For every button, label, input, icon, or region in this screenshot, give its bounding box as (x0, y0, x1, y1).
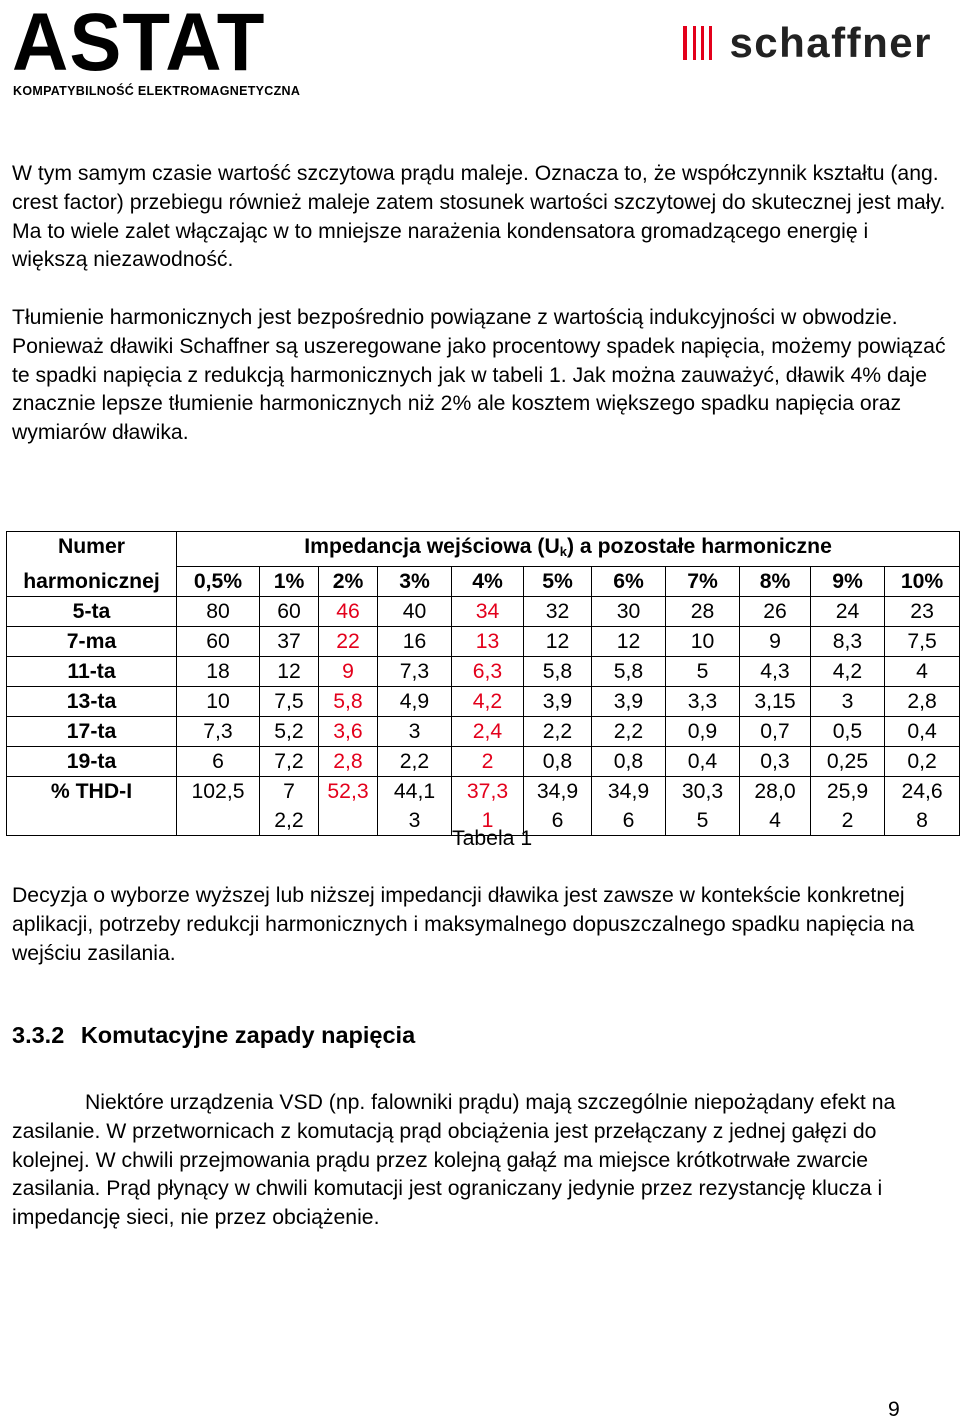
table-cell: 5,2 (260, 717, 319, 747)
section-number: 3.3.2 (12, 1022, 65, 1048)
table-row (7, 747, 960, 777)
header-harmonic-number-line2: harmonicznej (7, 567, 177, 597)
table-cell: 52,3 (319, 777, 378, 836)
table-cell: 16 (378, 627, 452, 657)
column-header: 5% (524, 567, 592, 597)
table-cell: 2,8 (319, 747, 378, 777)
table-cell: 25,9 2 (811, 777, 885, 836)
table-cell: 18 (177, 657, 260, 687)
column-header: 8% (740, 567, 811, 597)
table-cell: 34,9 6 (524, 777, 592, 836)
table-cell: 0,7 (740, 717, 811, 747)
table-cell: 2,2 (524, 717, 592, 747)
table-cell: 34,9 6 (592, 777, 666, 836)
column-header: 9% (811, 567, 885, 597)
paragraph-commutation: Niektóre urządzenia VSD (np. falowniki prądu) mają szczególnie niepożądany efekt na zasilanie. W przetwornicach z komutacją prąd obciążenia jest przełączany z jednej gałęzi do kolejnej. W chwili przejmowania prądu przez kolejną gałąź ma miejsce krótkotrwałe zwarcie zasilania. Prąd płynący w chwili komutacji jest ograniczany jedynie przez rezystancję klucza i impedancję sieci, nie przez obciążenie. (12, 1091, 896, 1230)
table-cell: 8,3 (811, 627, 885, 657)
table-cell: 0,2 (885, 747, 960, 777)
column-header: 2% (319, 567, 378, 597)
table-cell: 7,3 (177, 717, 260, 747)
table-cell: 2,2 (592, 717, 666, 747)
astat-logo-text: ASTAT (12, 0, 266, 89)
table-cell: 2 (452, 747, 524, 777)
table-cell: 7 2,2 (260, 777, 319, 836)
table-cell: 80 (177, 597, 260, 627)
table-cell: 34 (452, 597, 524, 627)
section-heading (12, 1022, 415, 1049)
astat-logo (12, 0, 301, 98)
row-label: 11-ta (7, 657, 177, 687)
column-header: 0,5% (177, 567, 260, 597)
harmonics-table (6, 531, 960, 836)
row-label: 7-ma (7, 627, 177, 657)
schaffner-logo-text: schaffner (729, 19, 932, 66)
column-header: 10% (885, 567, 960, 597)
schaffner-bars-icon (683, 26, 717, 60)
table-cell: 10 (666, 627, 740, 657)
table-cell: 23 (885, 597, 960, 627)
table-cell: 102,5 (177, 777, 260, 836)
table-cell: 7,2 (260, 747, 319, 777)
page-number: 9 (888, 1398, 900, 1421)
table-cell: 0,4 (666, 747, 740, 777)
table-cell: 30 (592, 597, 666, 627)
column-header: 7% (666, 567, 740, 597)
paragraph-harmonic-attenuation: Tłumienie harmonicznych jest bezpośrednio powiązane z wartością indukcyjności w obwodzie. Ponieważ dławiki Schaffner są uszeregowane jako procentowy spadek napięcia, możemy powiązać te spadki napięcia z redukcją harmonicznych jak w tabeli 1. Jak można zauważyć, dławik 4% daje znacznie lepsze tłumienie harmonicznych niż 2% ale kosztem większego spadku napięcia oraz wymiarów dławika. (12, 306, 946, 445)
table-cell: 60 (260, 597, 319, 627)
table-cell: 3,9 (592, 687, 666, 717)
table-cell: 26 (740, 597, 811, 627)
table-cell: 4,2 (811, 657, 885, 687)
table-cell: 5,8 (592, 657, 666, 687)
table-cell: 2,8 (885, 687, 960, 717)
table-cell: 46 (319, 597, 378, 627)
table-cell: 4,3 (740, 657, 811, 687)
table-cell: 30,3 5 (666, 777, 740, 836)
table-cell: 9 (740, 627, 811, 657)
paragraph-crest-factor: W tym samym czasie wartość szczytowa prądu maleje. Oznacza to, że współczynnik kształtu (ang. crest factor) przebiegu również maleje zatem stosunek wartości szczytowej do skutecznej jest mały. Ma to wiele zalet włączając w to mniejsze narażenia kondensatora gromadzącego energię i większą niezawodność. (12, 162, 946, 272)
table-cell: 2,4 (452, 717, 524, 747)
table-cell: 5,8 (524, 657, 592, 687)
table-cell: 3 (378, 717, 452, 747)
table-cell: 0,3 (740, 747, 811, 777)
table-cell: 3,6 (319, 717, 378, 747)
table-cell: 12 (260, 657, 319, 687)
row-label: 5-ta (7, 597, 177, 627)
table-cell: 12 (592, 627, 666, 657)
table-cell: 0,25 (811, 747, 885, 777)
table-cell: 28,0 4 (740, 777, 811, 836)
table-caption: Tabela 1 (452, 827, 533, 850)
table-cell: 4 (885, 657, 960, 687)
table-cell: 3,3 (666, 687, 740, 717)
table-cell: 44,1 3 (378, 777, 452, 836)
column-header: 3% (378, 567, 452, 597)
table-cell: 3 (811, 687, 885, 717)
table-cell: 7,5 (260, 687, 319, 717)
table-cell: 37,3 1 (452, 777, 524, 836)
column-header: 6% (592, 567, 666, 597)
table-cell: 7,5 (885, 627, 960, 657)
astat-logo-subtitle: KOMPATYBILNOŚĆ ELEKTROMAGNETYCZNA (13, 84, 301, 98)
table-row (7, 657, 960, 687)
row-label: % THD-I (7, 777, 177, 836)
table-cell: 6,3 (452, 657, 524, 687)
table-row (7, 627, 960, 657)
table-columns-row (7, 567, 960, 597)
table-cell: 4,9 (378, 687, 452, 717)
table-row (7, 687, 960, 717)
table-cell: 5 (666, 657, 740, 687)
row-label: 13-ta (7, 687, 177, 717)
table-cell: 0,9 (666, 717, 740, 747)
header-harmonic-number: Numer (7, 532, 177, 567)
table-cell: 24,6 8 (885, 777, 960, 836)
table-cell: 9 (319, 657, 378, 687)
column-header: 4% (452, 567, 524, 597)
paragraph-impedance-decision: Decyzja o wyborze wyższej lub niższej impedancji dławika jest zawsze w kontekście konkretnej aplikacji, potrzeby redukcji harmonicznych i maksymalnego dopuszczalnego spadku napięcia na wejściu zasilania. (12, 884, 915, 965)
table-cell: 12 (524, 627, 592, 657)
column-header: 1% (260, 567, 319, 597)
table-row (7, 717, 960, 747)
row-label: 17-ta (7, 717, 177, 747)
header-input-impedance: Impedancja wejściowa $(U_k)$ a pozostałe harmoniczne (177, 532, 960, 567)
table-cell: 5,8 (319, 687, 378, 717)
table-header-row (7, 532, 960, 567)
table-cell: 3,15 (740, 687, 811, 717)
table-cell: 3,9 (524, 687, 592, 717)
table-cell: 0,8 (524, 747, 592, 777)
table-cell: 6 (177, 747, 260, 777)
table-cell: 37 (260, 627, 319, 657)
table-cell: 10 (177, 687, 260, 717)
table-cell: 60 (177, 627, 260, 657)
table-cell: 0,5 (811, 717, 885, 747)
table-row (7, 597, 960, 627)
table-cell: 2,2 (378, 747, 452, 777)
table-cell: 0,8 (592, 747, 666, 777)
table-cell: 32 (524, 597, 592, 627)
row-label: 19-ta (7, 747, 177, 777)
table-cell: 13 (452, 627, 524, 657)
table-cell: 28 (666, 597, 740, 627)
section-title: Komutacyjne zapady napięcia (80, 1022, 416, 1048)
table-cell: 24 (811, 597, 885, 627)
table-cell: 4,2 (452, 687, 524, 717)
table-cell: 0,4 (885, 717, 960, 747)
table-cell: 22 (319, 627, 378, 657)
schaffner-logo (683, 19, 932, 66)
table-cell: 7,3 (378, 657, 452, 687)
table-cell: 40 (378, 597, 452, 627)
